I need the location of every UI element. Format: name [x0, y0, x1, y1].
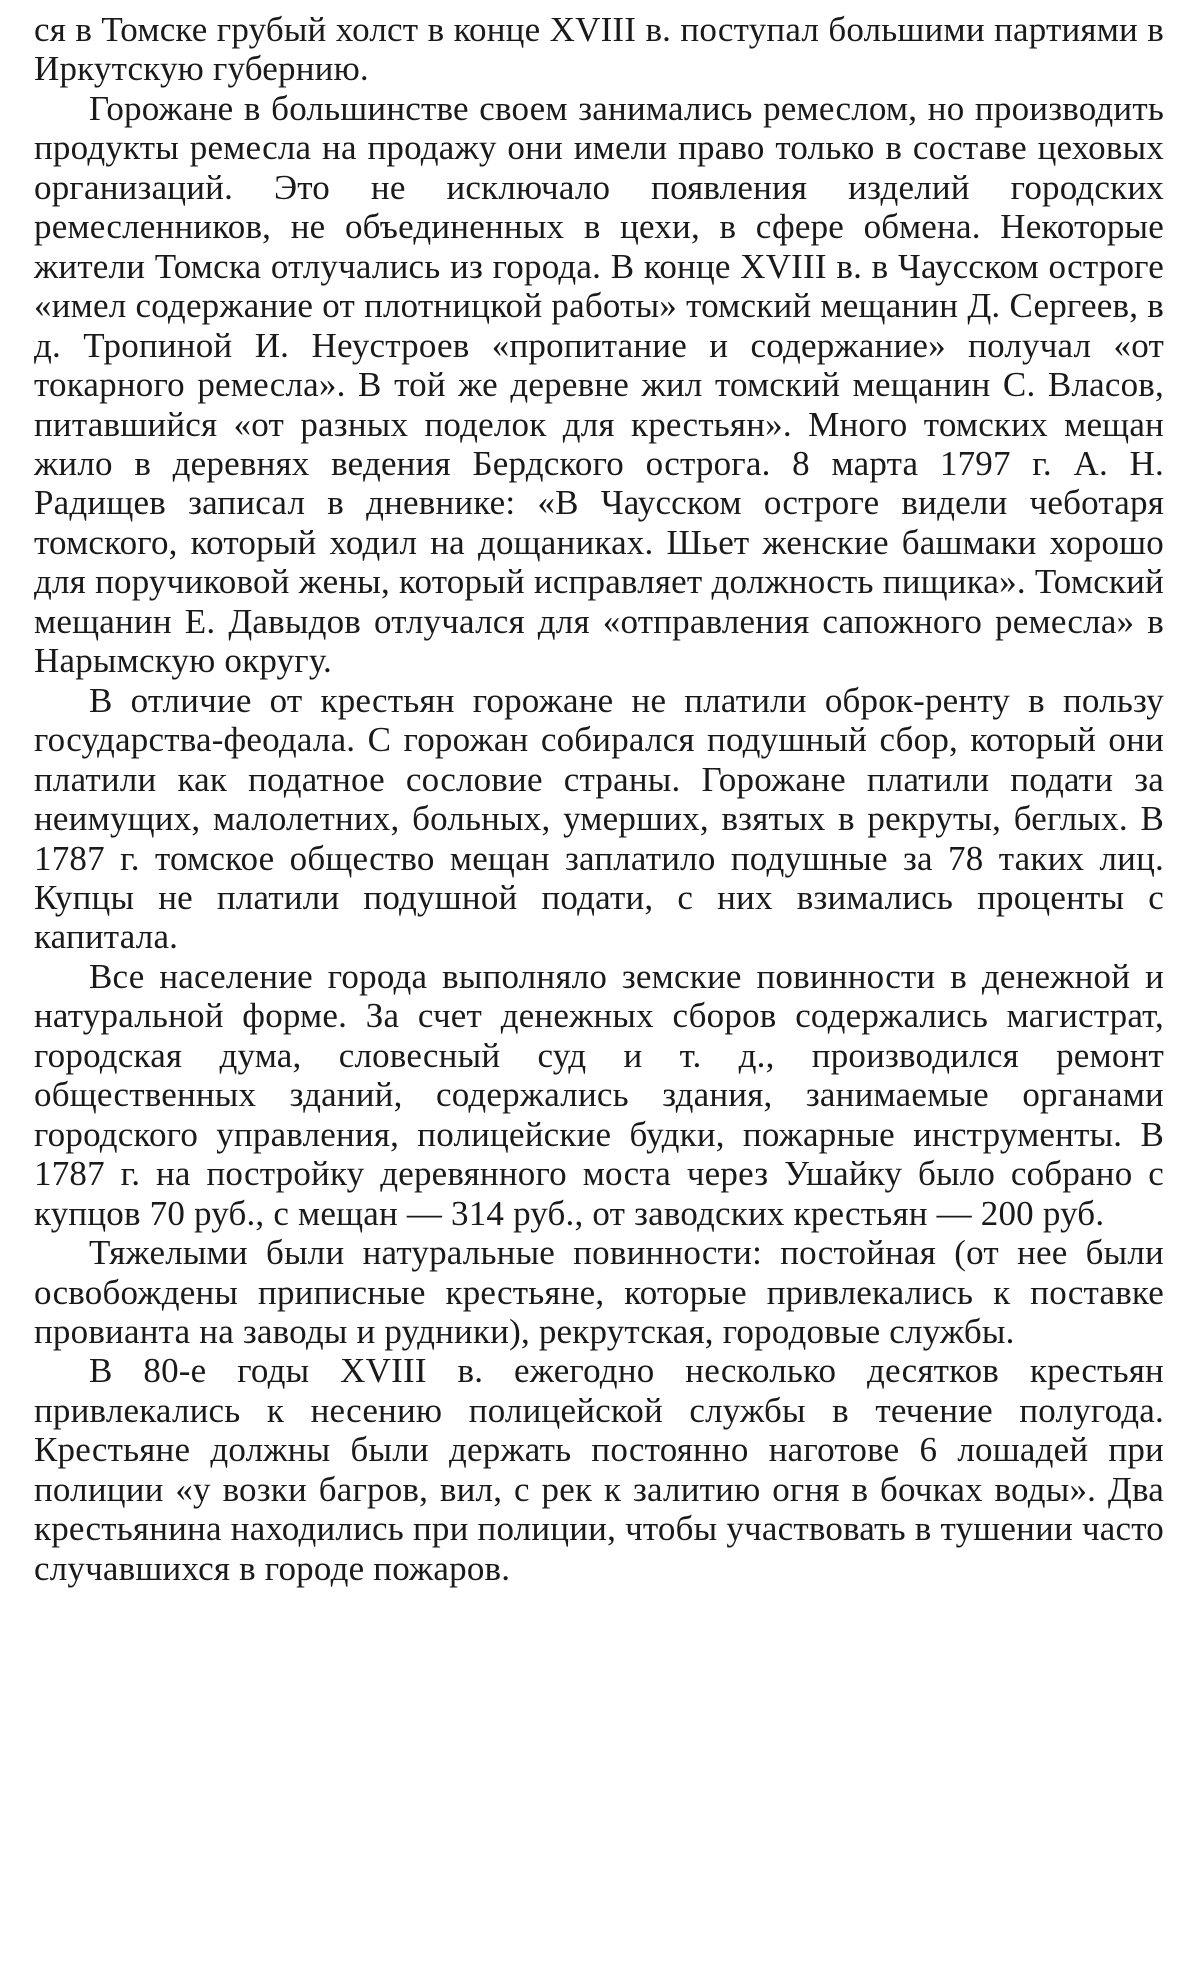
paragraph-natural-duties: Тяжелыми были натуральные повинности: постойная (от нее были освобождены приписные крестьяне, которые привлекались к поставке провианта на заводы и рудники), рекрутская, городовые службы. [34, 1233, 1164, 1351]
paragraph-police-service: В 80-е годы XVIII в. ежегодно несколько десятков крестьян привлекались к несению полицейской службы в течение полугода. Крестьяне должны были держать постоянно наготове 6 лошадей при полиции «у возки багров, вил, с рек к залитию огня в бочках воды». Два крестьянина находились при полиции, чтобы участвовать в тушении часто случавшихся в городе пожаров. [34, 1351, 1164, 1588]
paragraph-continuation: ся в Томске грубый холст в конце XVIII в. поступал большими партиями в Иркутскую губернию. [34, 10, 1164, 89]
paragraph-crafts: Горожане в большинстве своем занимались ремеслом, но производить продукты ремесла на продажу они имели право только в составе цеховых организаций. Это не исключало появления изделий городских ремесленников, не объединенных в цехи, в сфере обмена. Некоторые жители Томска отлучались из города. В конце XVIII в. в Чаусском остроге «имел содержание от плотницкой работы» томский мещанин Д. Сергеев, в д. Тропиной И. Неустроев «пропитание и содержание» получал «от токарного ремесла». В той же деревне жил томский мещанин С. Власов, питавшийся «от разных поделок для крестьян». Много томских мещан жило в деревнях ведения Бердского острога. 8 марта 1797 г. А. Н. Радищев записал в дневнике: «В Чаусском остроге видели чеботаря томского, который ходил на дощаниках. Шьет женские башмаки хорошо для поручиковой жены, который исправляет должность пищика». Томский мещанин Е. Давыдов отлучался для «отправления сапожного ремесла» в Нарымскую округу. [34, 88, 1164, 681]
body-text [34, 10, 1164, 1588]
paragraph-taxes: В отличие от крестьян горожане не платили оброк-ренту в пользу государства-феодала. С горожан собирался подушный сбор, который они платили как податное сословие страны. Горожане платили подати за неимущих, малолетних, больных, умерших, взятых в рекруты, беглых. В 1787 г. томское общество мещан заплатило подушные за 78 таких лиц. Купцы не платили подушной подати, с них взимались проценты с капитала. [34, 680, 1164, 957]
paragraph-duties: Все население города выполняло земские повинности в денежной и натуральной форме. За счет денежных сборов содержались магистрат, городская дума, словесный суд и т. д., производился ремонт общественных зданий, содержались здания, занимаемые органами городского управления, полицейские будки, пожарные инструменты. В 1787 г. на постройку деревянного моста через Ушайку было собрано с купцов 70 руб., с мещан — 314 руб., от заводских крестьян — 200 руб. [34, 956, 1164, 1233]
